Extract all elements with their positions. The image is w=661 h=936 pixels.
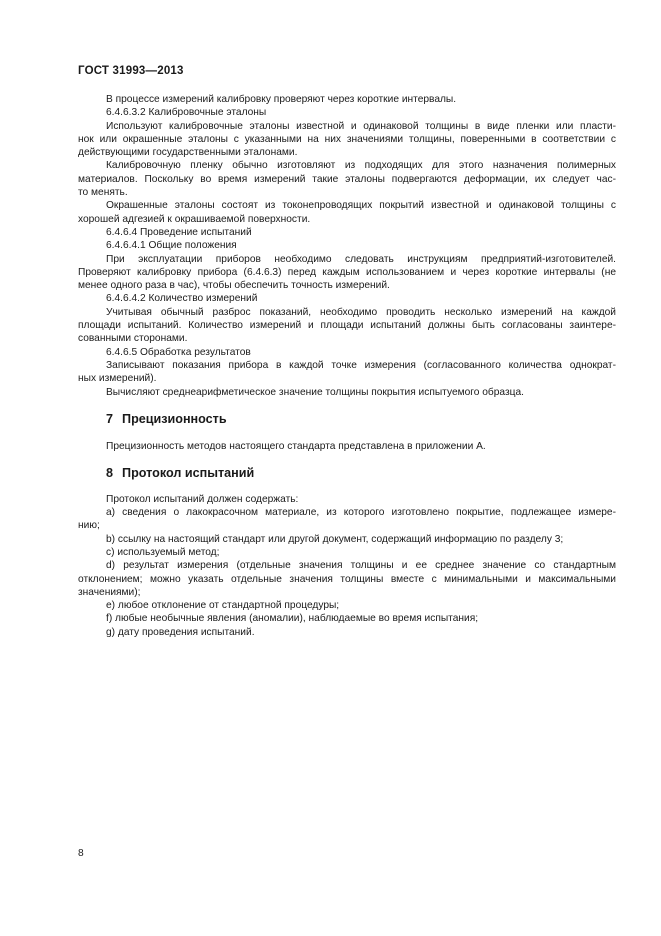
list-item: g) дату проведения испытаний. <box>106 626 255 638</box>
list-item: c) используемый метод; <box>106 546 220 558</box>
paragraph-line: сованными сторонами. <box>78 333 188 345</box>
subsection-title: 6.4.6.4.1 Общие положения <box>106 240 237 252</box>
paragraph: Вычисляют среднеарифметическое значение толщины покрытия испытуемого образца. <box>106 386 524 398</box>
list-item: d) результат измерения (отдельные значения толщины и ее среднее значение со стандартным <box>106 560 616 572</box>
paragraph-line: Учитывая обычный разброс показаний, необходимо проводить несколько измерений на каждой <box>106 306 616 318</box>
subsection-title: 6.4.6.4 Проведение испытаний <box>106 226 252 238</box>
paragraph-line: ных измерений). <box>78 373 157 385</box>
list-item: а) сведения о лакокрасочном материале, из которого изготовлено покрытие, подлежащее измере- <box>106 507 616 519</box>
section-number: 8 <box>106 466 114 481</box>
list-item-continuation: нию; <box>78 520 100 532</box>
subsection-title: 6.4.6.5 Обработка результатов <box>106 346 251 358</box>
paragraph-line: менее одного раза в час), чтобы обеспечить точность измерений. <box>78 280 390 292</box>
paragraph: Прецизионность методов настоящего стандарта представлена в приложении А. <box>106 441 486 453</box>
paragraph: В процессе измерений калибровку проверяют через короткие интервалы. <box>106 94 457 105</box>
paragraph-line: площади испытаний. Количество измерений и площади испытаний должны быть согласованы заинтере- <box>78 320 616 332</box>
subsection-title: 6.4.6.4.2 Количество измерений <box>106 293 258 305</box>
page-content <box>78 93 616 639</box>
list-item-continuation: отклонением; можно указать отдельные значения толщины вместе с минимальными и максимальными <box>78 573 616 585</box>
list-item: e) любое отклонение от стандартной процедуры; <box>106 600 340 612</box>
paragraph-line: материалов. Поскольку во время измерений такие эталоны подвергаются деформации, их следует час- <box>78 173 616 185</box>
paragraph-line: Записывают показания прибора в каждой точке измерения (согласованного количества однократ- <box>106 359 616 371</box>
section-8-heading <box>78 467 616 480</box>
list-item-continuation: значениями); <box>78 586 141 598</box>
paragraph-line: то менять. <box>78 187 128 199</box>
list-item: f) любые необычные явления (аномалии), наблюдаемые во время испытания; <box>106 613 479 625</box>
section-title: Протокол испытаний <box>122 466 255 481</box>
page-number: 8 <box>78 848 84 859</box>
paragraph-line: действующими государственными эталонами. <box>78 147 298 159</box>
list-intro: Протокол испытаний должен содержать: <box>106 493 299 505</box>
standard-header: ГОСТ 31993—2013 <box>78 65 184 77</box>
paragraph-line: нок или окрашенные эталоны с указанными на них значениями толщины, поверенными в соответствии с <box>78 133 616 145</box>
section-title: Прецизионность <box>122 411 227 426</box>
paragraph-line: Проверяют калибровку прибора (6.4.6.3) перед каждым использованием и через короткие интервалы (не <box>78 266 616 278</box>
paragraph-line: Окрашенные эталоны состоят из токонепроводящих покрытий известной и одинаковой толщины с <box>106 200 616 212</box>
paragraph-line: Калибровочную пленку обычно изготовляют из подходящих для этого назначения полимерных <box>106 160 616 172</box>
section-7-heading <box>78 413 616 426</box>
section-number: 7 <box>106 411 114 426</box>
list-item: b) ссылку на настоящий стандарт или другой документ, содержащий информацию по разделу 3; <box>106 533 564 545</box>
paragraph-line: хорошей адгезией к окрашиваемой поверхности. <box>78 213 311 225</box>
paragraph-line: Используют калибровочные эталоны известной и одинаковой толщины в виде пленки или пласти- <box>106 120 616 132</box>
paragraph-line: При эксплуатации приборов необходимо следовать инструкциям предприятий-изготовителей. <box>106 253 616 265</box>
subsection-title: 6.4.6.3.2 Калибровочные эталоны <box>106 107 267 119</box>
